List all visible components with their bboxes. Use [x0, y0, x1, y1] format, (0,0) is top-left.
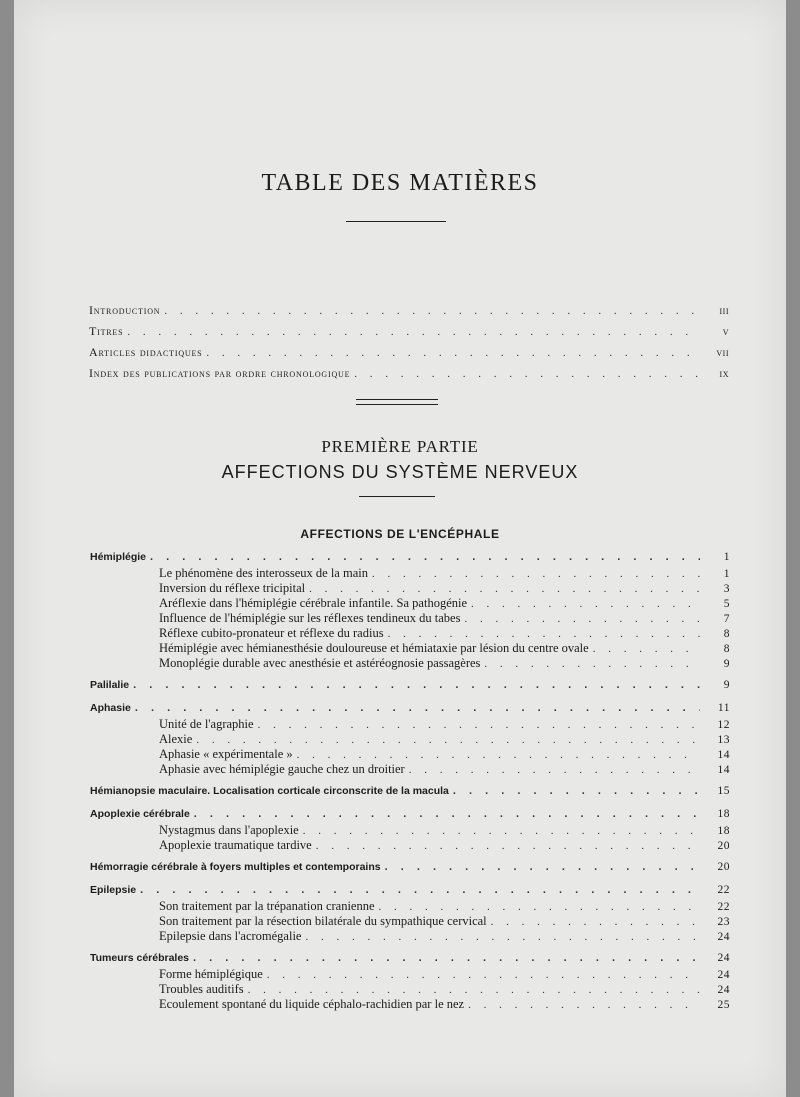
- front-matter-item: [89, 324, 729, 345]
- page-number: 24: [717, 969, 730, 981]
- toc-heading-label: Hémiplégie: [90, 551, 147, 563]
- page-number: 15: [717, 785, 730, 797]
- front-matter-item-label: Index des publications par ordre chronologique: [89, 366, 351, 380]
- page-number: 18: [717, 808, 730, 820]
- toc-subentry: [90, 899, 730, 914]
- leader-dots: [453, 785, 700, 797]
- toc-heading-label: Apoplexie cérébrale: [90, 808, 190, 820]
- page-number: 11: [717, 702, 730, 714]
- section-title: AFFECTIONS DE L'ENCÉPHALE: [300, 527, 500, 541]
- leader-dots: [297, 749, 700, 761]
- page-number: 22: [717, 884, 730, 896]
- toc-subentry-label: Inversion du réflexe tricipital: [159, 581, 306, 595]
- front-matter-item: [89, 366, 729, 387]
- toc-subentry-label: Aphasie « expérimentale »: [159, 747, 293, 761]
- toc-heading: [90, 884, 730, 899]
- page-number: 14: [717, 749, 730, 761]
- toc-subentry: [90, 581, 730, 596]
- page-number: 1: [723, 551, 730, 563]
- toc-subentry: [90, 566, 730, 581]
- toc-heading-label: Hémorragie cérébrale à foyers multiples et contemporains: [90, 861, 381, 873]
- toc-heading: [90, 551, 730, 566]
- front-matter-list: [89, 303, 729, 387]
- entry-spacer: [90, 944, 730, 952]
- part-label: PREMIÈRE PARTIE: [321, 437, 479, 456]
- leader-dots: [194, 808, 700, 820]
- page-number: 1: [723, 568, 730, 580]
- entry-spacer: [90, 777, 730, 785]
- toc-subentry-label: Epilepsie dans l'acromégalie: [159, 929, 302, 943]
- page-number: 9: [723, 679, 730, 691]
- page-number: 24: [717, 931, 730, 943]
- page-number: 13: [717, 734, 730, 746]
- toc-heading: [90, 679, 730, 694]
- toc-subentry: [90, 967, 730, 982]
- leader-dots: [206, 347, 699, 359]
- page-number: 5: [723, 598, 730, 610]
- toc-subentry-label: Son traitement par la résection bilatérale du sympathique cervical: [159, 914, 487, 928]
- page-number: ix: [719, 368, 729, 380]
- toc-subentry-label: Le phénomène des interosseux de la main: [159, 566, 368, 580]
- leader-dots: [593, 643, 700, 655]
- toc-subentry: [90, 762, 730, 777]
- page-number: 8: [723, 628, 730, 640]
- part-title: AFFECTIONS DU SYSTÈME NERVEUX: [221, 462, 579, 482]
- toc-heading: [90, 861, 730, 876]
- toc-subentry: [90, 982, 730, 997]
- page-number: 3: [723, 583, 730, 595]
- toc-subentry: [90, 732, 730, 747]
- leader-dots: [491, 916, 700, 928]
- entry-spacer: [90, 876, 730, 884]
- toc-heading: [90, 952, 730, 967]
- toc-heading: [90, 785, 730, 800]
- leader-dots: [196, 734, 700, 746]
- leader-dots: [309, 583, 700, 595]
- toc-subentry-label: Ecoulement spontané du liquide céphalo-rachidien par le nez: [159, 997, 465, 1011]
- toc-subentry: [90, 626, 730, 641]
- page-number: 7: [723, 613, 730, 625]
- front-matter-item-label: Introduction: [89, 303, 161, 317]
- double-rule-divider: [356, 399, 438, 405]
- toc-subentry: [90, 656, 730, 671]
- page-number: 9: [723, 658, 730, 670]
- leader-dots: [258, 719, 700, 731]
- leader-dots: [316, 840, 700, 852]
- page-number: 22: [717, 901, 730, 913]
- page-number: 24: [717, 984, 730, 996]
- page-number: 12: [717, 719, 730, 731]
- toc-subentry-label: Influence de l'hémiplégie sur les réflexes tendineux du tabes: [159, 611, 461, 625]
- entry-spacer: [90, 671, 730, 679]
- leader-dots: [303, 825, 700, 837]
- toc-subentry: [90, 747, 730, 762]
- page-number: v: [722, 326, 729, 338]
- toc-subentry: [90, 929, 730, 944]
- leader-dots: [164, 305, 699, 317]
- toc-heading-label: Aphasie: [90, 702, 131, 714]
- leader-dots: [133, 679, 700, 691]
- leader-dots: [464, 613, 700, 625]
- page: [14, 0, 786, 1097]
- leader-dots: [379, 901, 700, 913]
- toc-subentry: [90, 611, 730, 626]
- toc-heading: [90, 808, 730, 823]
- leader-dots: [471, 598, 700, 610]
- page-number: 8: [723, 643, 730, 655]
- toc-subentry-label: Aphasie avec hémiplégie gauche chez un droitier: [159, 762, 405, 776]
- leader-dots: [388, 628, 700, 640]
- toc-subentry-label: Apoplexie traumatique tardive: [159, 838, 312, 852]
- page-number: 20: [717, 840, 730, 852]
- page-number: 14: [717, 764, 730, 776]
- part-rule: [359, 496, 435, 497]
- leader-dots: [385, 861, 700, 873]
- front-matter-item-label: Articles didactiques: [89, 345, 203, 359]
- toc-heading: [90, 702, 730, 717]
- leader-dots: [248, 984, 700, 996]
- toc-heading-label: Epilepsie: [90, 884, 137, 896]
- toc-subentry: [90, 596, 730, 611]
- leader-dots: [135, 702, 700, 714]
- toc-subentry-label: Unité de l'agraphie: [159, 717, 254, 731]
- toc-subentry-label: Monoplégie durable avec anesthésie et astéréognosie passagères: [159, 656, 481, 670]
- leader-dots: [468, 999, 700, 1011]
- toc-subentry: [90, 997, 730, 1012]
- leader-dots: [372, 568, 700, 580]
- leader-dots: [354, 368, 699, 380]
- toc-subentry-label: Nystagmus dans l'apoplexie: [159, 823, 299, 837]
- page-number: 25: [717, 999, 730, 1011]
- page-number: 18: [717, 825, 730, 837]
- table-of-contents: [90, 551, 730, 1012]
- toc-subentry-label: Troubles auditifs: [159, 982, 244, 996]
- leader-dots: [484, 658, 700, 670]
- leader-dots: [305, 931, 700, 943]
- leader-dots: [140, 884, 700, 896]
- toc-subentry-label: Forme hémiplégique: [159, 967, 263, 981]
- page-number: 23: [717, 916, 730, 928]
- front-matter-item: [89, 303, 729, 324]
- front-matter-item: [89, 345, 729, 366]
- toc-subentry-label: Aréflexie dans l'hémiplégie cérébrale infantile. Sa pathogénie: [159, 596, 468, 610]
- leader-dots: [193, 952, 700, 964]
- page-title: TABLE DES MATIÈRES: [261, 170, 539, 196]
- leader-dots: [127, 326, 699, 338]
- page-number: iii: [719, 305, 729, 317]
- leader-dots: [267, 969, 700, 981]
- toc-subentry-label: Alexie: [159, 732, 193, 746]
- toc-heading-label: Hémianopsie maculaire. Localisation corticale circonscrite de la macula: [90, 785, 449, 797]
- toc-subentry: [90, 914, 730, 929]
- page-number: vii: [716, 347, 729, 359]
- entry-spacer: [90, 800, 730, 808]
- entry-spacer: [90, 694, 730, 702]
- toc-subentry: [90, 641, 730, 656]
- leader-dots: [409, 764, 700, 776]
- toc-subentry-label: Réflexe cubito-pronateur et réflexe du radius: [159, 626, 384, 640]
- leader-dots: [150, 551, 700, 563]
- toc-subentry: [90, 823, 730, 838]
- toc-heading-label: Palilalie: [90, 679, 130, 691]
- toc-subentry: [90, 717, 730, 732]
- toc-heading-label: Tumeurs cérébrales: [90, 952, 190, 964]
- toc-subentry-label: Hémiplégie avec hémianesthésie douloureuse et hémiataxie par lésion du centre ovale: [159, 641, 589, 655]
- entry-spacer: [90, 853, 730, 861]
- toc-subentry-label: Son traitement par la trépanation cranienne: [159, 899, 375, 913]
- page-number: 24: [717, 952, 730, 964]
- toc-subentry: [90, 838, 730, 853]
- front-matter-item-label: Titres: [89, 324, 124, 338]
- page-number: 20: [717, 861, 730, 873]
- title-rule: [346, 221, 446, 222]
